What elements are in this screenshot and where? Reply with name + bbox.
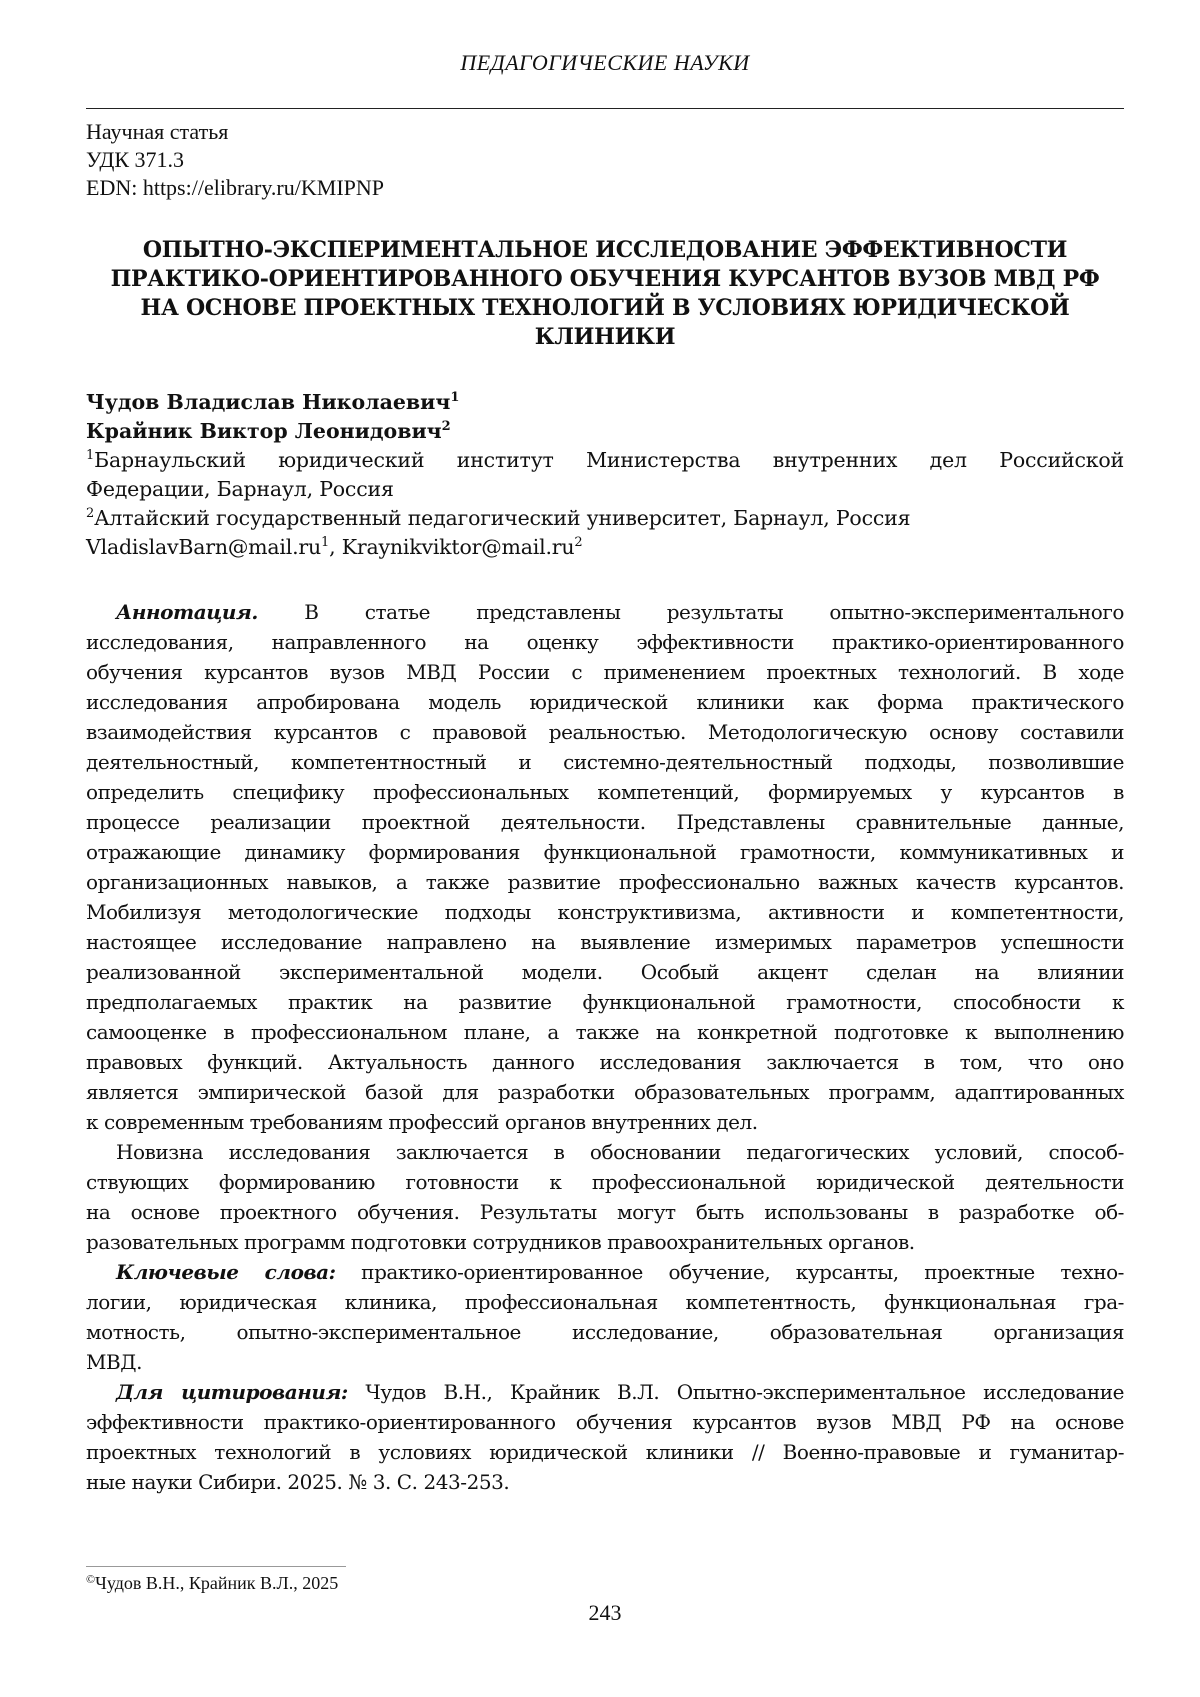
abstract-line: самооценке в профессиональном плане, а также на конкретной подготовке к выполнению [86, 1020, 1124, 1044]
keywords-label: Ключевые слова: [116, 1260, 336, 1284]
abstract-line: правовых функций. Актуальность данного исследования заключается в том, что оно [86, 1050, 1124, 1074]
keywords-line: логии, юридическая клиника, профессиональная компетентность, функциональная гра- [86, 1290, 1124, 1314]
abstract-line: является эмпирической базой для разработки образовательных программ, адаптированных [86, 1080, 1124, 1104]
email-2-sup: 2 [574, 535, 583, 550]
novelty-line: Новизна исследования заключается в обосновании педагогических условий, способ- [116, 1140, 1124, 1164]
email-2[interactable]: Kraynikviktor@mail.ru [341, 535, 575, 559]
citation-line: эффективности практико-ориентированного обучения курсантов вузов МВД РФ на основе [86, 1410, 1124, 1434]
copyright-symbol: © [86, 1572, 96, 1586]
abstract-line: обучения курсантов вузов МВД России с применением проектных технологий. В ходе [86, 660, 1124, 684]
header-rule [86, 108, 1124, 109]
keywords-line: мотность, опытно-экспериментальное исследование, образовательная организация [86, 1320, 1124, 1344]
footnote-rule [86, 1566, 346, 1567]
affiliation-1-line-2: Федерации, Барнаул, Россия [86, 477, 394, 501]
affiliation-1-line-1 [86, 446, 1124, 475]
abstract-paragraph [86, 597, 1124, 1137]
email-1-sup: 1 [321, 535, 330, 550]
novelty-line: ствующих формированию готовности к профессиональной юридической деятельности [86, 1170, 1124, 1194]
copyright-footnote [86, 1572, 338, 1594]
novelty-line: на основе проектного обучения. Результаты могут быть использованы в разработке об- [86, 1200, 1124, 1224]
abstract-line: деятельностный, компетентностный и системно-деятельностный подходы, позволившие [86, 750, 1124, 774]
abstract-line: реализованной экспериментальной модели. Особый акцент сделан на влиянии [86, 960, 1124, 984]
citation-paragraph [86, 1377, 1124, 1497]
keywords-line: Ключевые слова: практико-ориентированное обучение, курсанты, проектные техно- [116, 1260, 1124, 1284]
abstract-line: предполагаемых практик на развитие функциональной грамотности, способности к [86, 990, 1124, 1014]
article-title [86, 236, 1124, 352]
title-line: ОПЫТНО-ЭКСПЕРИМЕНТАЛЬНОЕ ИССЛЕДОВАНИЕ ЭФФЕКТИВНОСТИ [142, 237, 1068, 263]
abstract-line: организационных навыков, а также развитие профессионально важных качеств курсантов. [86, 870, 1124, 894]
emails [86, 533, 1124, 562]
abstract-label: Аннотация. [116, 600, 258, 624]
author-1-name: Чудов Владислав Николаевич [86, 390, 451, 414]
keywords-paragraph [86, 1257, 1124, 1377]
author-1-sup: 1 [450, 390, 460, 405]
affiliation-2-text: Алтайский государственный педагогический университет, Барнаул, Россия [94, 506, 911, 530]
udc-code: УДК 371.3 [86, 147, 185, 172]
novelty-paragraph [86, 1137, 1124, 1257]
abstract-line: исследования, направленного на оценку эффективности практико-ориентированного [86, 630, 1124, 654]
abstract-line: процессе реализации проектной деятельности. Представлены сравнительные данные, [86, 810, 1124, 834]
citation-line: проектных технологий в условиях юридической клиники // Военно-правовые и гуманитар- [86, 1440, 1124, 1464]
abstract-line: Аннотация. В статье представлены результаты опытно-экспериментального [116, 600, 1124, 624]
page-number: 243 [588, 1600, 622, 1625]
title-line: ПРАКТИКО-ОРИЕНТИРОВАННОГО ОБУЧЕНИЯ КУРСАНТОВ ВУЗОВ МВД РФ [110, 266, 1100, 292]
abstract-line: исследования апробирована модель юридической клиники как форма практического [86, 690, 1124, 714]
abstract-line: определить специфику профессиональных компетенций, формируемых у курсантов в [86, 780, 1124, 804]
citation-line: Для цитирования: Чудов В.Н., Крайник В.Л. Опытно-экспериментальное исследование [116, 1380, 1124, 1404]
author-1 [86, 388, 1124, 417]
article-type: Научная статья [86, 119, 229, 144]
citation-line: ные науки Сибири. 2025. № 3. С. 243-253. [86, 1470, 510, 1494]
affiliation-2-sup: 2 [86, 506, 95, 521]
affiliation-2 [86, 504, 1124, 533]
email-separator: , [329, 535, 342, 559]
author-2-name: Крайник Виктор Леонидович [86, 419, 442, 443]
affiliation-1-sup: 1 [86, 448, 95, 463]
article-body [86, 597, 1124, 1497]
author-2 [86, 417, 1124, 446]
abstract-line: настоящее исследование направлено на выявление измеримых параметров успешности [86, 930, 1124, 954]
running-header: ПЕДАГОГИЧЕСКИЕ НАУКИ [460, 50, 750, 75]
abstract-line: взаимодействия курсантов с правовой реальностью. Методологическую основу составили [86, 720, 1124, 744]
abstract-line: Мобилизуя методологические подходы конструктивизма, активности и компетентности, [86, 900, 1124, 924]
novelty-line: разовательных программ подготовки сотрудников правоохранительных органов. [86, 1230, 915, 1254]
citation-label: Для цитирования: [116, 1380, 348, 1404]
abstract-line: отражающие динамику формирования функциональной грамотности, коммуникативных и [86, 840, 1124, 864]
article-meta [86, 118, 1124, 202]
abstract-line: к современным требованиям профессий органов внутренних дел. [86, 1110, 758, 1134]
author-2-sup: 2 [441, 419, 451, 434]
email-1[interactable]: VladislavBarn@mail.ru [86, 535, 322, 559]
title-line: КЛИНИКИ [534, 324, 676, 350]
affiliation-1-text: Барнаульский юридический институт Министерства внутренних дел Российской [94, 448, 1124, 472]
edn-link[interactable]: EDN: https://elibrary.ru/KMIPNP [86, 175, 384, 200]
title-line: НА ОСНОВЕ ПРОЕКТНЫХ ТЕХНОЛОГИЙ В УСЛОВИЯХ ЮРИДИЧЕСКОЙ [140, 295, 1070, 321]
authors-block [86, 388, 1124, 562]
copyright-text: Чудов В.Н., Крайник В.Л., 2025 [95, 1573, 339, 1593]
keywords-line: МВД. [86, 1350, 142, 1374]
